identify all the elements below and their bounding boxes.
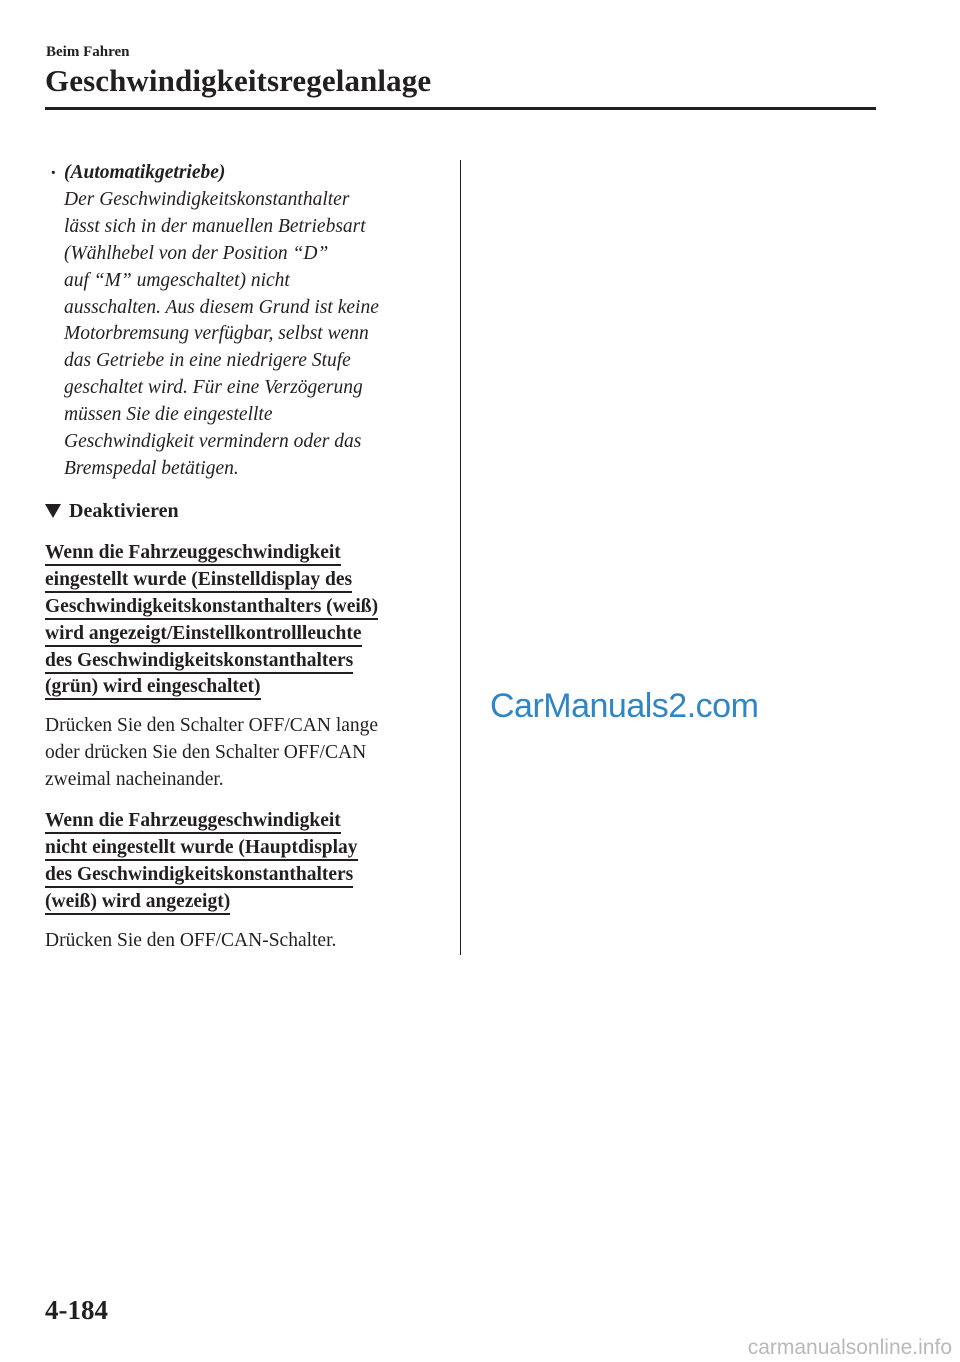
instruction-paragraph-1 <box>45 713 455 794</box>
condition-line: des Geschwindigkeitskonstanthalters <box>45 865 353 888</box>
column-divider <box>460 160 461 955</box>
note-line: müssen Sie die eingestellte <box>64 404 273 426</box>
condition-line: des Geschwindigkeitskonstanthalters <box>45 651 353 674</box>
note-line: (Wählhebel von der Position “D” <box>64 242 329 264</box>
header-divider <box>45 107 876 110</box>
automatic-transmission-note <box>64 160 454 483</box>
note-line: das Getriebe in eine niedrigere Stufe <box>64 350 351 372</box>
condition-set-speed <box>45 540 455 701</box>
condition-speed-not-set <box>45 808 455 916</box>
footer-site-link[interactable]: carmanualsonline.info <box>747 1336 952 1359</box>
note-line: Geschwindigkeit vermindern oder das <box>64 431 362 453</box>
note-line: auf “M” umgeschaltet) nicht <box>64 269 290 291</box>
condition-line: (weiß) wird angezeigt) <box>45 892 230 915</box>
body-line: oder drücken Sie den Schalter OFF/CAN <box>45 741 367 763</box>
condition-line: eingestellt wurde (Einstelldisplay des <box>45 570 352 593</box>
chapter-label: Beim Fahren <box>46 44 130 60</box>
body-line: Drücken Sie den Schalter OFF/CAN lange <box>45 715 379 736</box>
watermark-logo: CarManuals2.com <box>490 687 759 725</box>
note-line: lässt sich in der manuellen Betriebsart <box>64 215 366 237</box>
note-bullet-icon: · <box>50 162 57 184</box>
page-number: 4-184 <box>45 1295 108 1325</box>
condition-line: Wenn die Fahrzeuggeschwindigkeit <box>45 811 341 834</box>
condition-line: (grün) wird eingeschaltet) <box>45 677 261 700</box>
note-line: Bremspedal betätigen. <box>64 457 239 479</box>
condition-line: nicht eingestellt wurde (Hauptdisplay <box>45 838 358 861</box>
body-line: zweimal nacheinander. <box>45 768 224 790</box>
section-heading <box>45 497 179 525</box>
note-line: Motorbremsung verfügbar, selbst wenn <box>64 323 369 345</box>
condition-line: Geschwindigkeitskonstanthalters (weiß) <box>45 597 378 620</box>
condition-line: wird angezeigt/Einstellkontrollleuchte <box>45 624 362 647</box>
instruction-paragraph-2 <box>45 928 455 955</box>
note-title: (Automatikgetriebe) <box>64 162 226 183</box>
condition-line: Wenn die Fahrzeuggeschwindigkeit <box>45 543 341 566</box>
note-line: ausschalten. Aus diesem Grund ist keine <box>64 296 379 318</box>
note-line: geschaltet wird. Für eine Verzögerung <box>64 377 363 399</box>
section-heading-text: Deaktivieren <box>69 500 179 522</box>
triangle-down-icon <box>45 504 61 518</box>
body-line: Drücken Sie den OFF/CAN-Schalter. <box>45 930 337 951</box>
note-line: Der Geschwindigkeitskonstanthalter <box>64 188 350 210</box>
page-title: Geschwindigkeitsregelanlage <box>45 63 432 98</box>
